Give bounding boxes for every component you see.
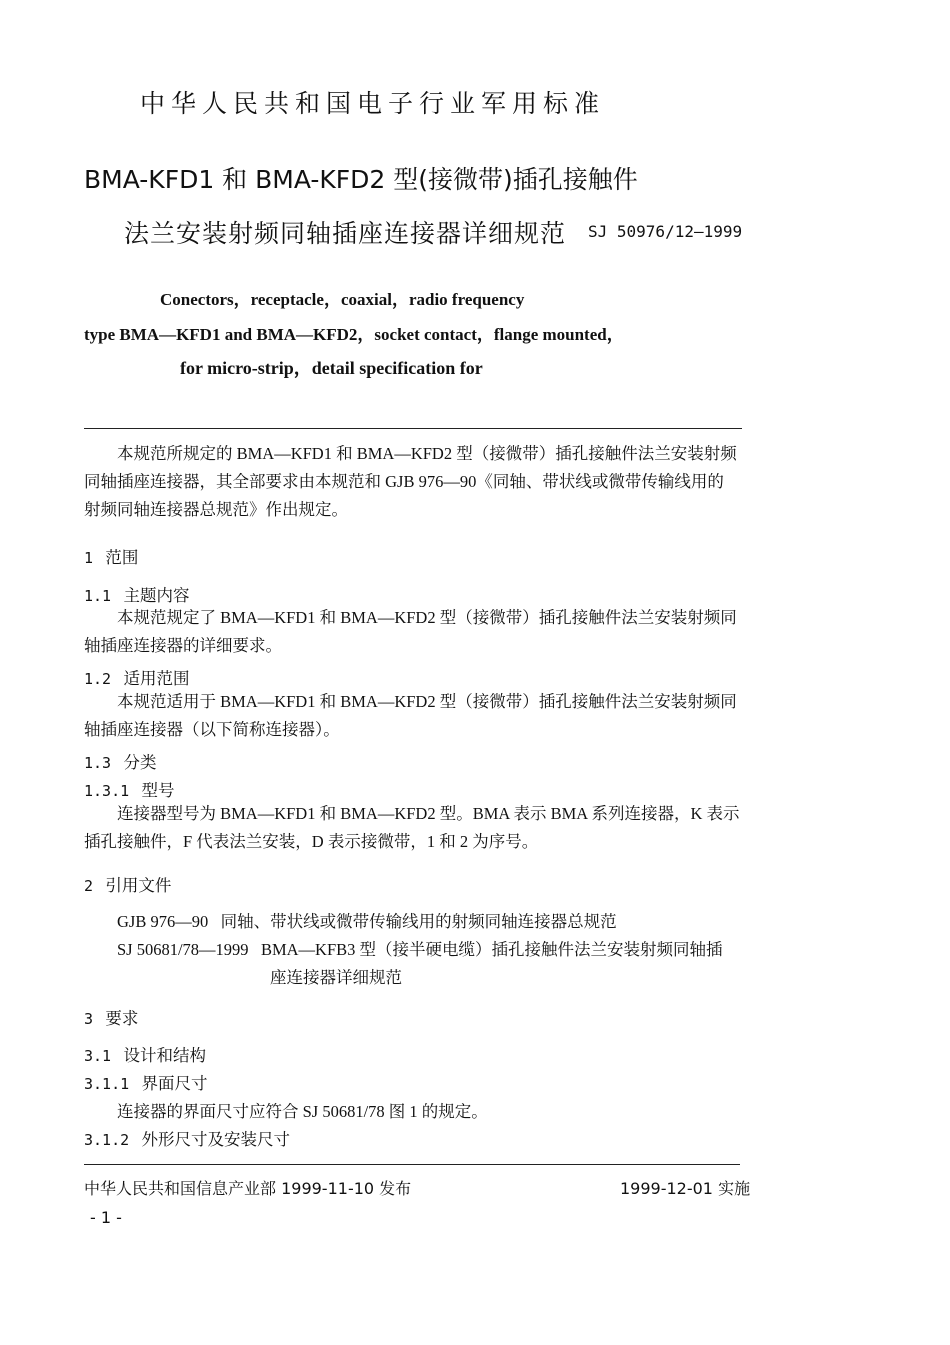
section-1-3-1-text: 连接器型号为 BMA—KFD1 和 BMA—KFD2 型。BMA 表示 BMA 系列连接器，K 表示插孔接触件，F 代表法兰安装，D 表示接微带，1 和 2 为序号。 [84, 804, 740, 851]
section-3-heading: 3 要求 [84, 1009, 139, 1028]
section-1-2-heading: 1.2 适用范围 [84, 669, 190, 688]
section-1-1-text: 本规范规定了 BMA—KFD1 和 BMA—KFD2 型（接微带）插孔接触件法兰安装射频同轴插座连接器的详细要求。 [84, 608, 737, 655]
page-number: - 1 - [90, 1208, 122, 1227]
english-title-line-3: for micro-strip，detail specification for [180, 358, 483, 378]
reference-2-continued: 座连接器详细规范 [270, 968, 402, 987]
section-2-heading: 2 引用文件 [84, 876, 172, 895]
standard-code: SJ 50976/12—1999 [588, 222, 743, 241]
section-3-1-2-heading: 3.1.2 外形尺寸及安装尺寸 [84, 1130, 291, 1149]
english-title-line-2: type BMA—KFD1 and BMA—KFD2，socket contact，flange mounted， [84, 325, 624, 344]
intro-paragraph: 本规范所规定的 BMA—KFD1 和 BMA—KFD2 型（接微带）插孔接触件法兰安装射频同轴插座连接器，其全部要求由本规范和 GJB 976—90《同轴、带状线或微带传输线用的射频同轴连接器总规范》作出规定。 [84, 444, 737, 519]
section-1-3-1-heading: 1.3.1 型号 [84, 781, 175, 800]
section-3-1-1-heading: 3.1.1 界面尺寸 [84, 1074, 208, 1093]
footer-divider [84, 1164, 740, 1165]
effective-date: 1999-12-01 实施 [620, 1179, 751, 1198]
publisher-line: 中华人民共和国信息产业部 1999-11-10 发布 [84, 1179, 412, 1198]
title-divider [84, 428, 742, 429]
reference-1: GJB 976—90 同轴、带状线或微带传输线用的射频同轴连接器总规范 [117, 912, 617, 931]
section-1-1-heading: 1.1 主题内容 [84, 586, 190, 605]
section-3-1-heading: 3.1 设计和结构 [84, 1046, 206, 1065]
reference-2: SJ 50681/78—1999 BMA—KFB3 型（接半硬电缆）插孔接触件法兰安装射频同轴插 [117, 940, 723, 959]
title-line-2: 法兰安装射频同轴插座连接器详细规范 [124, 219, 567, 248]
english-title-line-1: Conectors，receptacle，coaxial，radio frequency [160, 290, 525, 309]
standard-category-header: 中华人民共和国电子行业军用标准 [140, 89, 606, 118]
section-1-heading: 1 范围 [84, 548, 139, 567]
title-line-1: BMA-KFD1 和 BMA-KFD2 型(接微带)插孔接触件 [84, 165, 638, 194]
section-1-3-heading: 1.3 分类 [84, 753, 157, 772]
section-1-2-text: 本规范适用于 BMA—KFD1 和 BMA—KFD2 型（接微带）插孔接触件法兰安装射频同轴插座连接器（以下简称连接器）。 [84, 692, 737, 739]
section-3-1-1-text: 连接器的界面尺寸应符合 SJ 50681/78 图 1 的规定。 [117, 1102, 488, 1121]
